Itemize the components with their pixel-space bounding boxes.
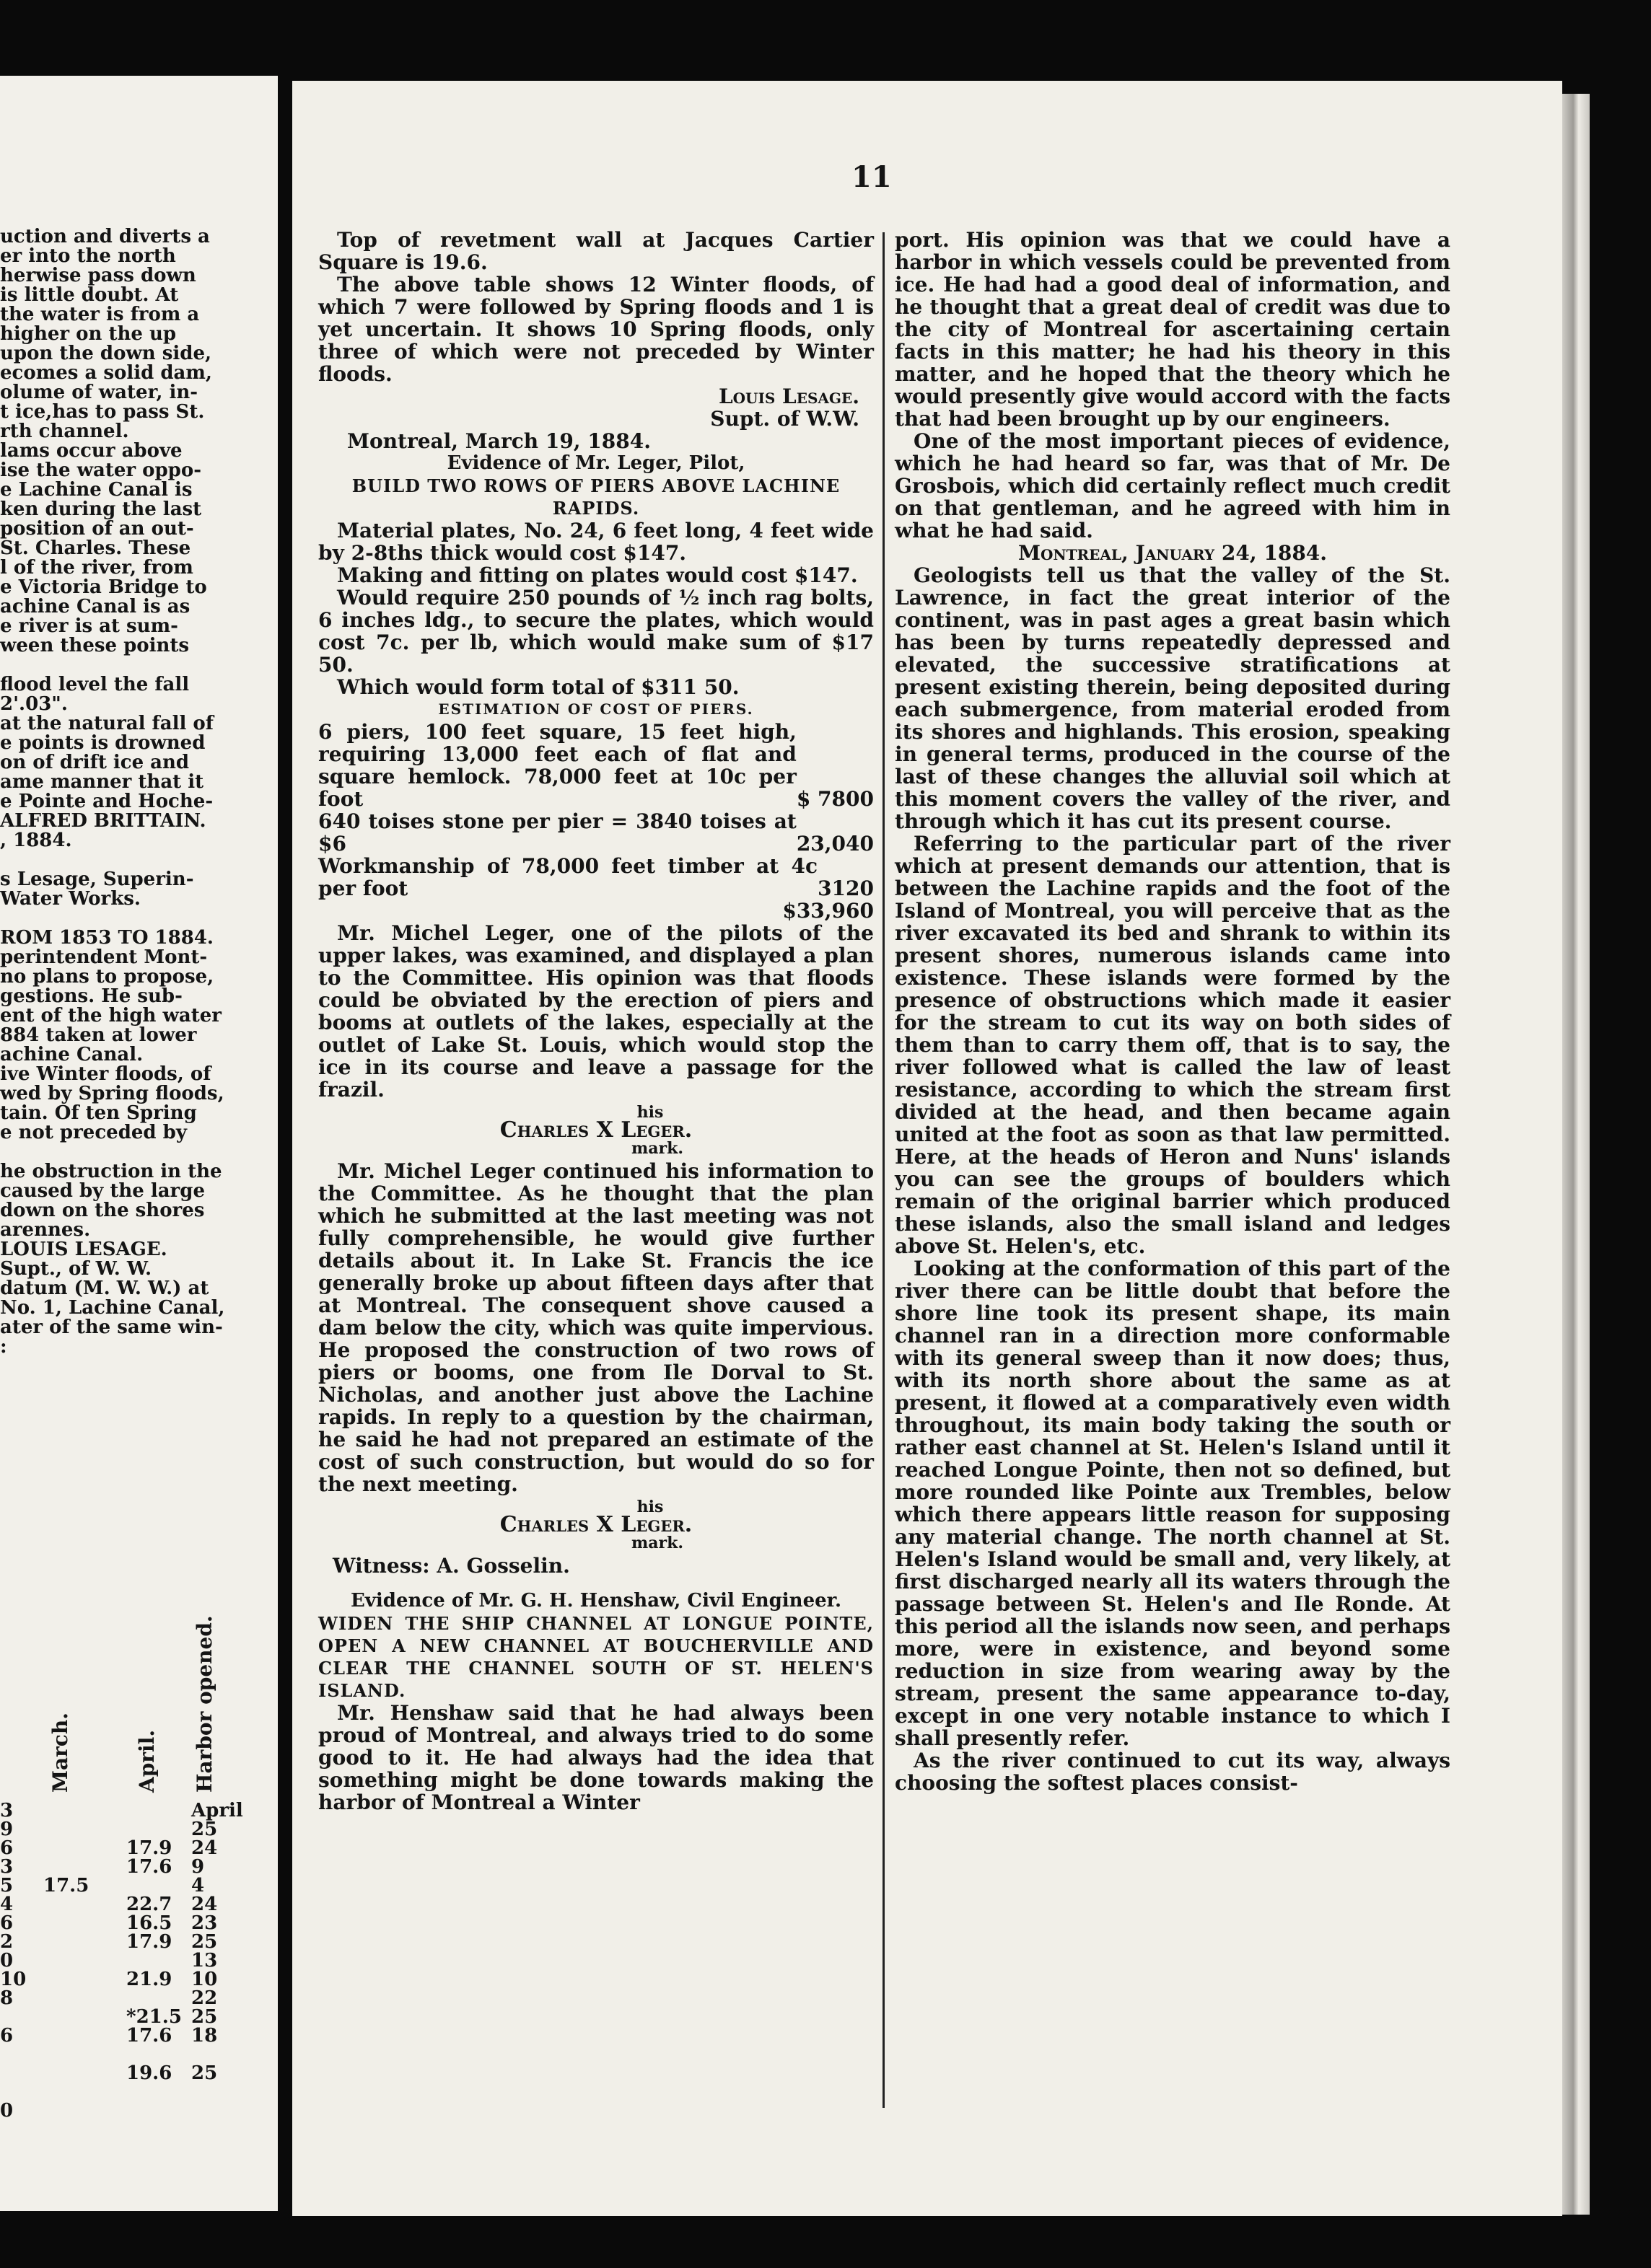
table-row [0,1950,274,1972]
section-heading: Evidence of Mr. Leger, Pilot, [447,452,745,474]
page-edge [1562,94,1590,2215]
section-subheading: BUILD TWO ROWS OF PIERS ABOVE LACHINE RAPIDS. [351,475,841,519]
table-cell: 17.9 [126,1837,172,1859]
table-cell: 10 [0,1969,27,1990]
flood-table [0,1615,274,2122]
previous-page-line: position of an out- [0,518,194,540]
header-april: April. [135,1729,159,1793]
witness-line: Witness: A. Gosselin. [333,1554,570,1578]
mark-name: Charles X Leger. [499,1117,693,1143]
previous-page-line: ROM 1853 TO 1884. [0,927,214,949]
previous-page-line: flood level the fall [0,674,190,695]
page-number: 11 [851,160,892,194]
right-column [895,229,1450,1794]
previous-page-line: ken during the last [0,498,202,520]
cost-line-amount: 23,040 [796,832,874,856]
previous-page-line: l of the river, from [0,557,193,579]
paragraph: Which would form total of $311 50. [337,675,740,699]
dateline: Montreal, March 19, 1884. [347,429,651,453]
header-march: March. [48,1712,72,1793]
table-cell: 9 [191,1856,205,1878]
paragraph: port. His opinion was that we could have a harbor in which vessels could be prevented from ice. He had had a good deal of information, and he thought that a great deal of credit was due to the city of Montreal for ascertaining certain facts in this matter; he had his theory in this matter, and he hoped that the theory which he would presently give would accord with the facts that had been brought up by our engineers. [895,228,1450,431]
previous-page-line: no plans to propose, [0,966,214,988]
previous-page-line: Supt., of W. W. [0,1258,152,1280]
previous-page-line: e river is at sum- [0,615,178,637]
table-cell: 22.7 [126,1894,172,1915]
table-cell: 25 [191,2062,218,2084]
previous-page-line: herwise pass down [0,265,196,286]
previous-page-line: ALFRED BRITTAIN. [0,810,206,832]
table-row [0,2062,274,2084]
table-row [0,2025,274,2047]
table-row [0,2044,274,2062]
table-cell: 4 [191,1875,205,1896]
table-row [0,1800,274,1819]
mark-his: his [636,1103,664,1122]
previous-page-text [0,227,267,1357]
dateline: Montreal, January 24, 1884. [1017,541,1328,565]
previous-page-line: rth channel. [0,421,129,442]
previous-page-line: : [0,1336,7,1358]
previous-page-line: higher on the up [0,323,177,345]
cost-line [318,721,874,810]
table-cell: 3 [0,1856,14,1878]
table-cell: 24 [191,1894,218,1915]
paragraph: Geologists tell us that the valley of the St. Lawrence, in fact the great interior of the continent, was in past ages a great basin which has been by turns repeatedly depressed and elevated, the successive stratifications at present existing therein, being deposited during each submergence, from material eroded from its shores and highlands. This erosion, speaking in general terms, produced in the course of the last of these changes the alluvial soil which at this moment covers the valley of the river, and through which it has cut its present course. [895,563,1450,833]
previous-page-line: ame manner that it [0,771,204,793]
paragraph: Material plates, No. 24, 6 feet long, 4 feet wide by 2-8ths thick would cost $147. [318,519,874,565]
cost-line-amount: 3120 [818,876,874,900]
previous-page-line [0,656,267,675]
previous-page-line: , 1884. [0,830,72,851]
previous-page-line: ater of the same win- [0,1317,223,1338]
previous-page-line: St. Charles. These [0,537,191,559]
previous-page-line: e Pointe and Hoche- [0,791,214,812]
previous-page-line [0,850,267,870]
flood-table-header [0,1615,274,1800]
table-cell: 6 [0,1837,14,1859]
previous-page-line: ecomes a solid dam, [0,362,212,384]
table-cell: 3 [0,1800,14,1821]
previous-page-line: datum (M. W. W.) at [0,1278,209,1299]
table-cell: 18 [191,2025,218,2047]
paragraph: Mr. Henshaw said that he had always been proud of Montreal, and always tried to do some good to it. He had always had the idea that something might be done towards making the harbor of Montreal a Winter [318,1701,874,1814]
previous-page-line: LOUIS LESAGE. [0,1239,167,1260]
paragraph: One of the most important pieces of evidence, which he had heard so far, was that of Mr. De Grosbois, which did certainly reflect much credit on that gentleman, and he agreed with him in what he had said. [895,429,1450,542]
cost-total: $33,960 [782,899,874,923]
table-cell: 10 [191,1969,218,1990]
paragraph: The above table shows 12 Winter floods, of which 7 were followed by Spring floods and 1 is yet uncertain. It shows 10 Spring floods, only three of which were not preceded by Winter floods. [318,273,874,386]
paragraph: Making and fitting on plates would cost $147. [337,563,858,587]
table-cell: 13 [191,1950,218,1972]
mark-mark: mark. [631,1534,684,1552]
cost-table [318,721,874,922]
previous-page-line: gestions. He sub- [0,985,183,1007]
table-row [0,1912,274,1934]
table-row [0,1837,274,1859]
previous-page-line: at the natural fall of [0,713,214,734]
previous-page-line: No. 1, Lachine Canal, [0,1297,225,1319]
paragraph: Mr. Michel Leger, one of the pilots of the upper lakes, was examined, and displayed a plan to the Committee. His opinion was that floods could be obviated by the erection of piers and booms at outlets of the lakes, especially at the outlet of Lake St. Louis, which would stop the ice in its course and leave a passage for the frazil. [318,921,874,1102]
previous-page-line: tain. Of ten Spring [0,1102,197,1124]
table-cell: 4 [0,1894,14,1915]
table-cell: *21.5 [126,2006,182,2028]
previous-page-line: e Lachine Canal is [0,479,193,501]
table-row [0,1969,274,1990]
mark-signature [318,1500,874,1550]
signature-name: Louis Lesage. [718,384,859,408]
previous-page-line: ent of the high water [0,1005,222,1027]
table-row [0,1987,274,2009]
previous-page-line: lams occur above [0,440,183,462]
mark-his: his [636,1498,664,1516]
table-cell: 17.6 [126,2025,172,2047]
previous-page-line: er into the north [0,245,176,267]
previous-page-line: olume of water, in- [0,382,198,403]
table-row [0,2081,274,2100]
mark-name: Charles X Leger. [499,1512,693,1537]
previous-page-line: 884 taken at lower [0,1024,197,1046]
table-cell: 0 [0,1950,14,1972]
table-row [0,1894,274,1915]
table-cell: 25 [191,1931,218,1953]
previous-page-line: on of drift ice and [0,752,190,773]
previous-page-line: upon the down side, [0,343,212,364]
table-cell: April [191,1800,243,1821]
previous-page-line: is little doubt. At [0,284,179,306]
previous-page-fragment [0,76,278,2211]
previous-page-line: e points is drowned [0,732,206,754]
cost-line-text: 640 toises stone per pier = 3840 toises at $6 [318,809,797,856]
paragraph: As the river continued to cut its way, always choosing the softest places consist- [895,1749,1450,1795]
previous-page-line: s Lesage, Superin- [0,869,194,890]
previous-page-line: ise the water oppo- [0,460,201,481]
table-cell: 25 [191,2006,218,2028]
previous-page-line: arennes. [0,1219,91,1241]
previous-page-line: the water is from a [0,304,200,325]
previous-page-line: he obstruction in the [0,1161,222,1182]
page-11 [292,81,1562,2216]
table-cell: 8 [0,1987,14,2009]
previous-page-line: achine Canal. [0,1044,144,1065]
table-cell: 17.5 [43,1875,89,1896]
paragraph: Top of revetment wall at Jacques Cartier Square is 19.6. [318,228,874,274]
previous-page-line [0,1143,267,1162]
previous-page-line: t ice,has to pass St. [0,401,205,423]
flood-table-body [0,1800,274,2122]
previous-page-line: e Victoria Bridge to [0,576,207,598]
cost-line-text: Workmanship of 78,000 feet timber at 4c per foot [318,854,818,900]
previous-page-line: achine Canal is as [0,596,190,617]
table-cell: 16.5 [126,1912,172,1934]
mark-mark: mark. [631,1139,684,1158]
mark-signature [318,1105,874,1156]
table-cell: 19.6 [126,2062,172,2084]
previous-page-line: wed by Spring floods, [0,1083,224,1104]
table-row [0,2006,274,2028]
estimation-heading: ESTIMATION OF COST OF PIERS. [438,700,754,718]
previous-page-line: ween these points [0,635,190,656]
previous-page-line: uction and diverts a [0,226,210,247]
table-cell: 9 [0,1819,14,1840]
paragraph: Looking at the conformation of this part of the river there can be little doubt that before the shore line took its present shape, its main channel ran in a direction more conformable with its general sweep than it now does; thus, with its north shore about the same as at present, it flowed at a comparatively even width throughout, its main body taking the south or rather east channel at St. Helen's Island until it reached Longue Pointe, then not so defined, but more rounded like Pointe aux Trembles, below which there appears little reason for supposing any material change. The north channel at St. Helen's Island would be small and, very likely, at first discharged nearly all its waters through the passage between St. Helen's and Ile Ronde. At this period all the islands now seen, and perhaps more, were in existence, and beyond some reduction in size from wearing away by the stream, present the same appearance to-day, except in one very notable instance to which I shall presently refer. [895,1257,1450,1750]
table-cell: 5 [0,1875,14,1896]
section-heading: Evidence of Mr. G. H. Henshaw, Civil Engineer. [350,1590,842,1612]
cost-line [318,810,874,855]
table-cell: 17.9 [126,1931,172,1953]
table-cell: 6 [0,1912,14,1934]
table-cell: 17.6 [126,1856,172,1878]
cost-line-amount: $ 7800 [796,787,874,811]
left-column [318,229,874,1814]
table-cell: 21.9 [126,1969,172,1990]
paragraph: Mr. Michel Leger continued his information to the Committee. As he thought that the plan which he submitted at the last meeting was not fully comprehensible, he would give further details about it. In Lake St. Francis the ice generally broke up about fifteen days after that at Montreal. The consequent shove caused a dam below the city, which was quite impervious. He proposed the construction of two rows of piers or booms, one from Ile Dorval to St. Nicholas, and another just above the Lachine rapids. In reply to a question by the chairman, he said he had not prepared an estimate of the cost of such construction, but would do so for the next meeting. [318,1159,874,1496]
table-row [0,1875,274,1894]
previous-page-line: 2'.03". [0,693,68,715]
table-row [0,1819,274,1840]
table-cell: 22 [191,1987,218,2009]
previous-page-line: perintendent Mont- [0,946,208,968]
column-rule [883,232,885,2108]
paragraph: Referring to the particular part of the river which at present demands our attention, that is between the Lachine rapids and the foot of the Island of Montreal, you will perceive that as the river excavated its bed and shrank to within its present shores, numerous islands came into existence. These islands were formed by the presence of obstructions which made it easier for the stream to cut its way on both sides of them than to carry them off, that is to say, the river followed what is called the law of least resistance, according to which the stream first divided at the head, and then became again united at the foot as soon as that law permitted. Here, at the heads of Heron and Nuns' islands you can see the groups of boulders which remain of the original barrier which produced these islands, also the small island and ledges above St. Helen's, etc. [895,832,1450,1258]
header-harbor-opened: Harbor opened. [193,1615,216,1793]
previous-page-line: caused by the large [0,1180,205,1202]
cost-line-text: 6 piers, 100 feet square, 15 feet high, requiring 13,000 feet each of flat and square hemlock. 78,000 feet at 10c per foot [318,720,797,811]
table-cell: 6 [0,2025,14,2047]
cost-line [318,855,874,900]
table-row [0,2100,274,2122]
previous-page-line: Water Works. [0,888,141,910]
table-row [0,1856,274,1878]
signature-title: Supt. of W.W. [710,407,859,431]
table-cell: 24 [191,1837,218,1859]
table-cell: 2 [0,1931,14,1953]
previous-page-line: down on the shores [0,1200,205,1221]
paragraph: Would require 250 pounds of ½ inch rag bolts, 6 inches ldg., to secure the plates, which would cost 7c. per lb, which would make sum of $17 50. [318,586,874,677]
previous-page-line: ive Winter floods, of [0,1063,211,1085]
table-row [0,1931,274,1953]
table-cell: 25 [191,1819,218,1840]
previous-page-line [0,909,267,928]
table-cell: 23 [191,1912,218,1934]
table-cell: 0 [0,2100,14,2122]
section-subheading: WIDEN THE SHIP CHANNEL AT LONGUE POINTE, OPEN A NEW CHANNEL AT BOUCHERVILLE AND CLEAR THE CHANNEL SOUTH OF ST. HELEN'S ISLAND. [318,1613,874,1701]
previous-page-line: e not preceded by [0,1122,187,1143]
